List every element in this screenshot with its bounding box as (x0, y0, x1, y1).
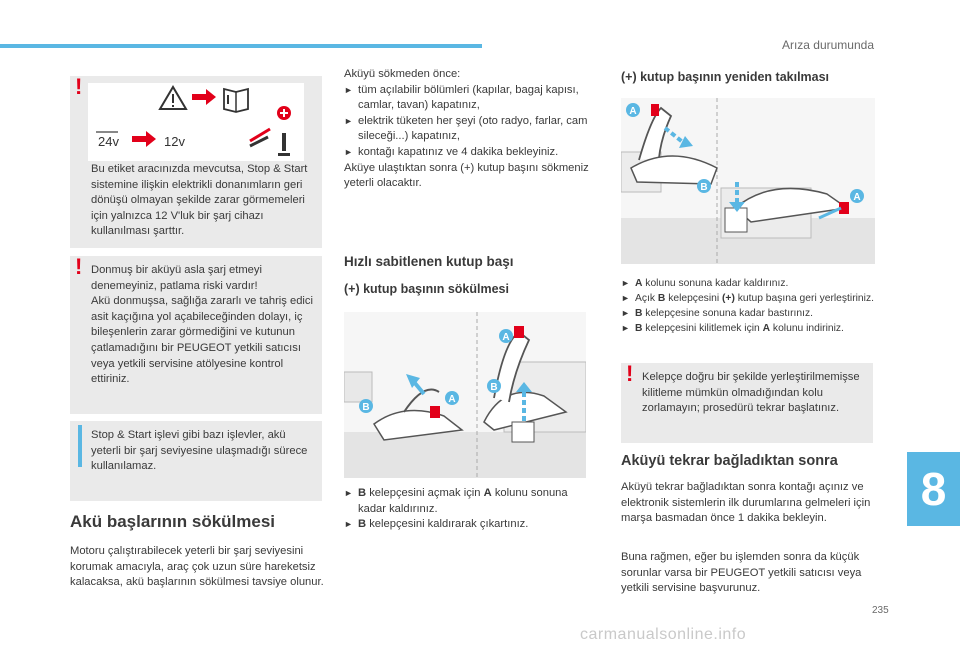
bullet-arrow-icon: ► (344, 519, 353, 530)
list-item: ► B kelepçesine sonuna kadar bastırınız. (621, 308, 814, 319)
page-number: 235 (872, 605, 889, 616)
svg-text:B: B (362, 402, 370, 413)
list-item: ► A kolunu sonuna kadar kaldırınız. (621, 278, 789, 289)
callout-b (697, 179, 711, 193)
warning-triangle-icon (160, 87, 186, 109)
stop-start-note-text: Stop & Start işlevi gibi bazı işlevler, akü yeterli bir şarj seviyesine ulaşmadığı sürece kullanılamaz. (91, 429, 308, 473)
svg-text:A: A (629, 106, 637, 117)
frozen-warning-line2: Akü donmuşsa, sağlığa zararlı ve tahriş edici asit kaçığına yol açabileceğinden dolayı, iç bileşenlerin zarar görmediğini ve kutunun çatlamadığını bir PEUGEOT yetkili satıcısı veya yetkili servisine atölyesine kontrol ettiriniz. (91, 295, 313, 386)
callout-a (445, 391, 459, 405)
list-item: ► B kelepçesini kilitlemek için A kolunu indiriniz. (621, 323, 844, 334)
chapter-tab[interactable]: 8 (907, 452, 960, 526)
bullet-arrow-icon: ► (344, 488, 353, 498)
list-item: ► B kelepçesini açmak için A kolunu sonuna kadar kaldırınız. (344, 487, 568, 515)
bullet-arrow-icon: ► (344, 115, 353, 126)
reconnect-paragraph-1: Aküyü tekrar bağladıktan sonra kontağı açınız ve elektronik sistemlerin ilk durumlarına gelmeleri için marşa basmadan önce 1 dakika bekleyin. (621, 481, 871, 525)
bullet-arrow-icon: ► (344, 84, 353, 95)
reconnect-title: Aküyü tekrar bağladıktan sonra (621, 453, 838, 469)
bullet-arrow-icon: ► (621, 308, 630, 318)
section-text-removal: Motoru çalıştırabilecek yeterli bir şarj seviyesini korumak amacıyla, araç çok uzun süre hareketsiz kalacaksa, akü başlarının sökülmesi tavsiye olunur. (70, 545, 324, 589)
svg-text:A: A (853, 192, 861, 203)
refit-title: (+) kutup başının yeniden takılması (621, 70, 830, 84)
after-text: Aküye ulaştıktan sonra (+) kutup başını sökmeniz yeterli olacaktır. (344, 161, 589, 190)
refit-steps (621, 276, 877, 336)
watermark: carmanualsonline.info (580, 626, 747, 643)
page-header-title: Arıza durumunda (781, 38, 874, 52)
exclamation-icon: ! (75, 254, 83, 279)
frozen-warning-text (91, 263, 316, 388)
svg-text:B: B (490, 382, 498, 393)
frozen-warning-line1: Donmuş bir aküyü asla şarj etmeyi denemeyiniz, patlama riski vardır! (91, 264, 262, 292)
crossed-arrow-icon (132, 131, 156, 147)
label-warning-text: Bu etiket aracınızda mevcutsa, Stop & Start sistemine ilişkin elektrikli donanımların geri dönüşü olmayan şekilde zarar görmemeleri için yalnızca 12 V'luk bir şarj cihazı kullanılması şarttır. (91, 163, 308, 238)
list-item: ► tüm açılabilir bölümleri (kapılar, bagaj kapısı, camlar, tavan) kapatınız, (344, 83, 579, 112)
removal-steps (344, 486, 590, 533)
before-removal-intro: Aküyü sökmeden önce: (344, 68, 461, 80)
callout-a (626, 103, 640, 117)
callout-a (499, 329, 513, 343)
quick-terminal-title: Hızlı sabitlenen kutup başı (344, 254, 514, 269)
terminal-removal-diagram (344, 312, 586, 478)
bullet-arrow-icon: ► (621, 323, 630, 333)
stop-start-note (70, 421, 322, 501)
svg-text:B: B (700, 182, 708, 193)
list-item: ► Açık B kelepçesini (+) kutup başına geri yerleştiriniz. (621, 293, 874, 304)
label-12v: 12v (164, 134, 185, 149)
callout-b (359, 399, 373, 413)
clamp-warning-box (621, 363, 873, 443)
header-accent-bar (0, 44, 482, 48)
arrow-right-icon (192, 89, 216, 105)
label-warning-box (70, 76, 322, 248)
list-item: ► kontağı kapatınız ve 4 dakika bekleyiniz. (344, 145, 590, 161)
callout-b (487, 379, 501, 393)
bullet-arrow-icon: ► (621, 278, 630, 288)
charger-icon (250, 106, 291, 156)
callout-a (850, 189, 864, 203)
removal-subtitle: (+) kutup başının sökülmesi (344, 282, 509, 296)
before-removal-block (344, 67, 590, 192)
bullet-arrow-icon: ► (621, 293, 630, 303)
svg-text:A: A (448, 394, 456, 405)
list-item: ► B kelepçesini kaldırarak çıkartınız. (344, 517, 590, 533)
label-24v: 24v (98, 134, 119, 149)
frozen-battery-warning (70, 256, 322, 414)
bullet-arrow-icon: ► (344, 146, 353, 157)
section-title-removal: Akü başlarının sökülmesi (70, 512, 276, 531)
reconnect-paragraph-2: Buna rağmen, eğer bu işlemden sonra da küçük sorunlar varsa bir PEUGEOT yetkili satıcısı veya yetkili servisine başvurunuz. (621, 551, 862, 595)
clamp-warning-text: Kelepçe doğru bir şekilde yerleştirilmemişse kilitleme mümkün olmadığından kolu zorlamayın; prosedürü tekrar başlatınız. (642, 371, 860, 415)
terminal-refit-diagram (621, 98, 875, 264)
battery-label-image (88, 83, 304, 161)
exclamation-icon: ! (75, 74, 83, 99)
info-bar-icon (78, 425, 82, 467)
manual-book-icon (224, 89, 248, 112)
list-item: ► elektrik tüketen her şeyi (oto radyo, farlar, cam sileceği...) kapatınız, (344, 114, 588, 143)
svg-text:A: A (502, 332, 510, 343)
exclamation-icon: ! (626, 361, 634, 386)
